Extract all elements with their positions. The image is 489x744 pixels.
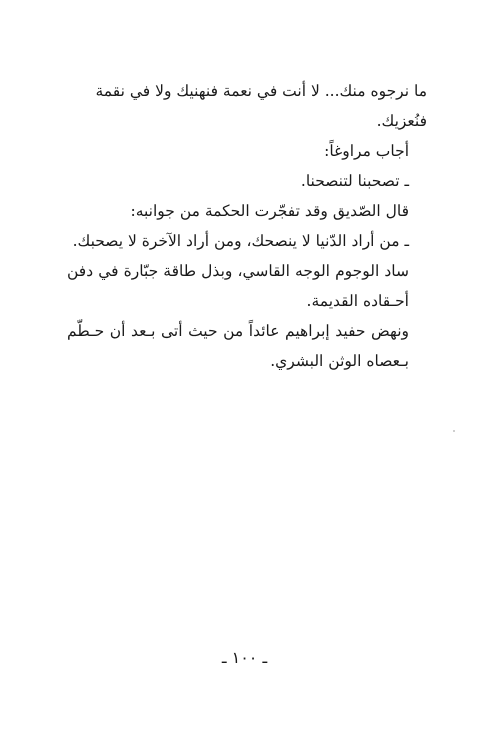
paragraph-5: ـ من أراد الدّنيا لا ينصحك، ومن أراد الآخرة لا يصحبك. (72, 232, 409, 250)
paragraph-3: ـ تصحبنا لتنصحنا. (300, 172, 409, 190)
scan-speck (453, 430, 455, 432)
paragraph-6: ساد الوجوم الوجه القاسي، وبذل طاقة جبّارة في دفن أحـقاده القديمة. (67, 262, 409, 310)
paragraph-4: قال الصّديق وقد تفجّرت الحكمة من جوانبه: (130, 202, 409, 220)
paragraph-2: أجاب مراوغاً: (324, 142, 409, 160)
paragraph-7: ونهض حفيد إبراهيم عائداً من حيث أتى بـعد أن حـطّم بـعصاه الوثن البشري. (67, 322, 409, 370)
body-text (67, 76, 427, 376)
page-number: ـ ١٠٠ ـ (221, 648, 268, 667)
paragraph-1: ما نرجوه منك... لا أنت في نعمة فنهنيك ولا في نقمة فنُعزيك. (95, 82, 427, 130)
